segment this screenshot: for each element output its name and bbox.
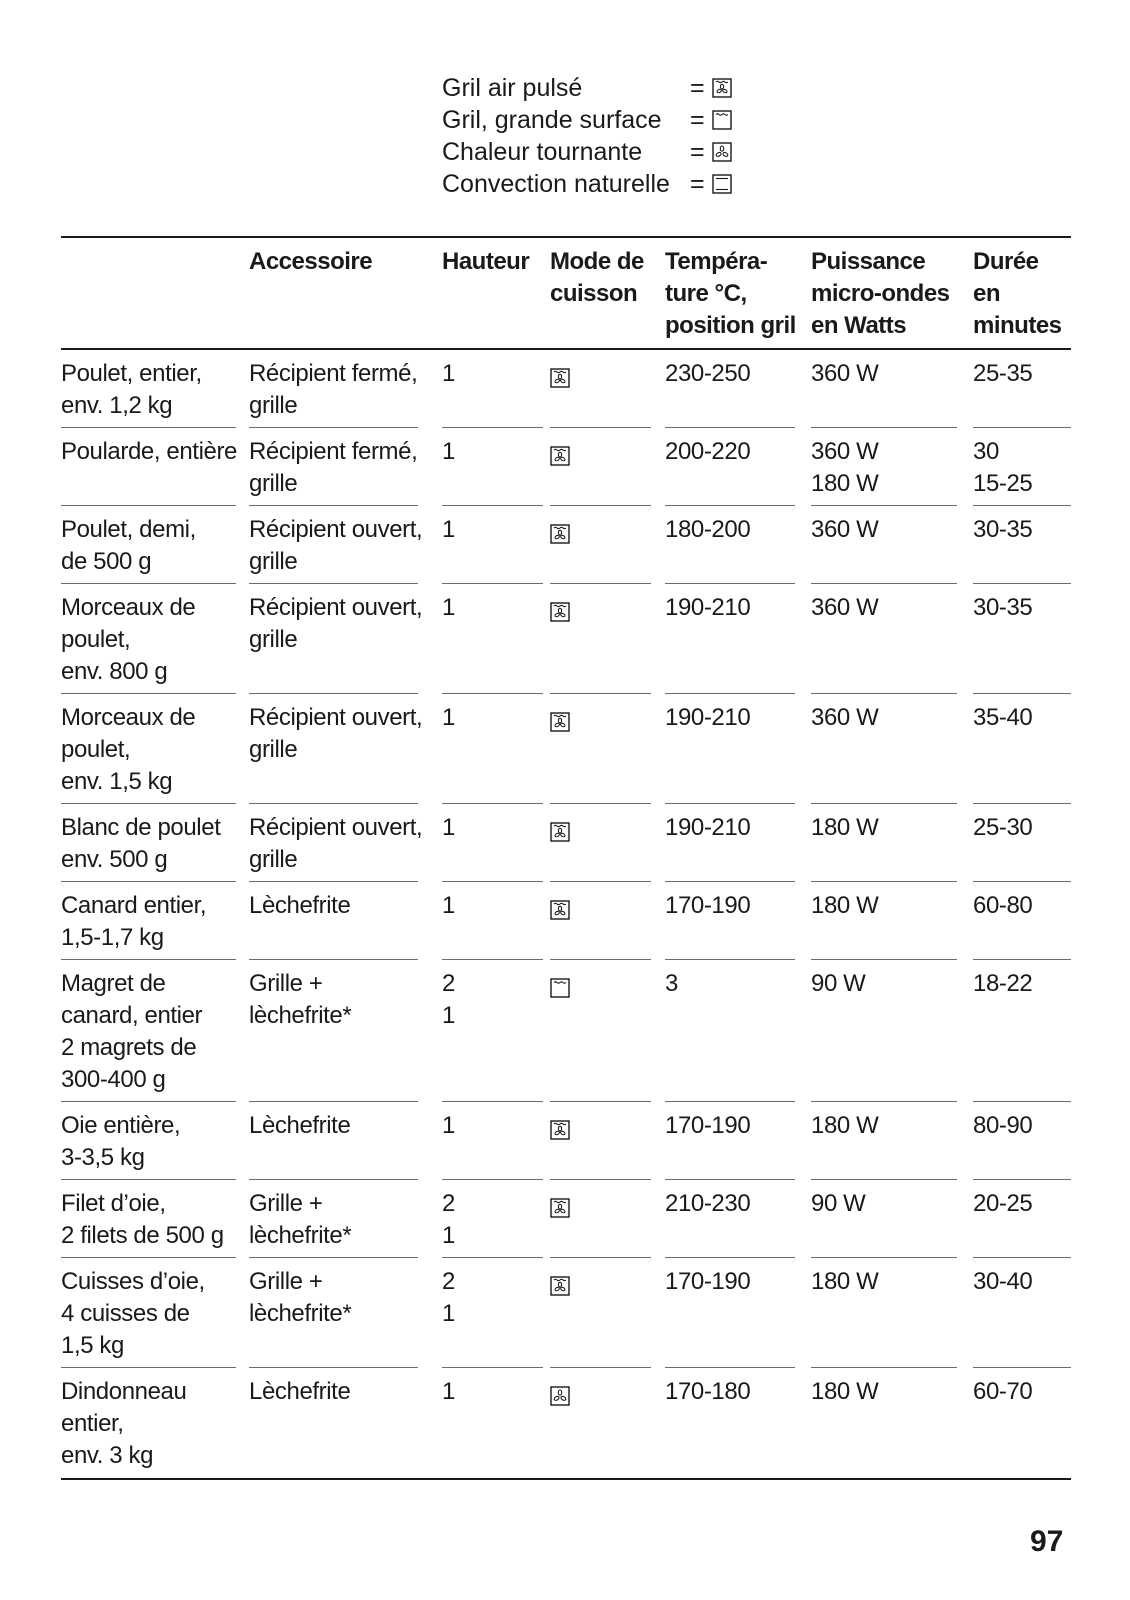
cell-food: Cuisses d’oie, 4 cuisses de 1,5 kg	[61, 1268, 205, 1359]
table-row	[61, 1368, 1071, 1478]
legend-label: Convection naturelle	[442, 169, 670, 198]
table-row	[61, 428, 1071, 506]
header-duration: Durée en minutes	[973, 248, 1062, 339]
legend-label: Chaleur tournante	[442, 137, 643, 166]
cell-duration: 30 15-25	[973, 438, 1033, 497]
cell-power: 90 W	[811, 1190, 866, 1217]
cell-height: 1	[442, 1378, 455, 1405]
cell-temp: 200-220	[665, 438, 751, 465]
cell-power: 180 W	[811, 1268, 879, 1295]
table-row	[61, 1258, 1071, 1368]
cell-duration: 80-90	[973, 1112, 1033, 1139]
cell-food: Canard entier, 1,5-1,7 kg	[61, 892, 207, 951]
cell-temp: 210-230	[665, 1190, 751, 1217]
cell-temp: 170-190	[665, 892, 751, 919]
gril-air-pulse-icon	[550, 822, 570, 842]
cell-height: 1	[442, 516, 455, 543]
cell-food: Blanc de poulet env. 500 g	[61, 814, 221, 873]
legend-row	[442, 136, 732, 168]
cell-temp: 230-250	[665, 360, 751, 387]
gril-air-pulse-icon	[712, 78, 732, 98]
cooking-mode-cell	[550, 1188, 570, 1220]
cell-height: 1	[442, 438, 455, 465]
cell-temp: 190-210	[665, 594, 751, 621]
cell-power: 360 W	[811, 360, 879, 387]
legend-equals: =	[690, 137, 705, 166]
legend-equals: =	[690, 73, 705, 102]
gril-grande-surface-icon	[712, 110, 732, 130]
cell-duration: 25-35	[973, 360, 1033, 387]
gril-air-pulse-icon	[550, 1276, 570, 1296]
table-row	[61, 584, 1071, 694]
cooking-mode-cell	[550, 1266, 570, 1298]
cell-power: 360 W	[811, 704, 879, 731]
cell-accessory: Lèchefrite	[249, 892, 351, 919]
cell-height: 1	[442, 814, 455, 841]
cooking-mode-cell	[550, 358, 570, 390]
cooking-mode-cell	[550, 514, 570, 546]
table-row	[61, 1180, 1071, 1258]
cell-duration: 20-25	[973, 1190, 1033, 1217]
cell-power: 180 W	[811, 892, 879, 919]
header-mode: Mode de cuisson	[550, 248, 644, 307]
cell-power: 180 W	[811, 1112, 879, 1139]
cell-accessory: Lèchefrite	[249, 1378, 351, 1405]
legend-equals: =	[690, 105, 705, 134]
cooking-mode-cell	[550, 890, 570, 922]
cell-duration: 30-40	[973, 1268, 1033, 1295]
cell-food: Magret de canard, entier 2 magrets de 300-400 g	[61, 970, 203, 1093]
cell-height: 2 1	[442, 1190, 455, 1249]
cell-duration: 30-35	[973, 594, 1033, 621]
gril-grande-surface-icon	[550, 978, 570, 998]
table-row	[61, 350, 1071, 428]
table-row	[61, 804, 1071, 882]
cell-height: 1	[442, 704, 455, 731]
table-row	[61, 506, 1071, 584]
cell-power: 360 W	[811, 516, 879, 543]
cell-height: 1	[442, 1112, 455, 1139]
table-row	[61, 694, 1071, 804]
legend-row	[442, 72, 732, 104]
gril-air-pulse-icon	[550, 1120, 570, 1140]
legend-row	[442, 168, 732, 200]
cooking-mode-cell	[550, 702, 570, 734]
cooking-mode-cell	[550, 968, 570, 1000]
gril-air-pulse-icon	[550, 712, 570, 732]
cell-height: 2 1	[442, 970, 455, 1029]
table-bottom-rule	[61, 1478, 1071, 1480]
cell-food: Dindonneau entier, env. 3 kg	[61, 1378, 187, 1469]
cell-temp: 170-180	[665, 1378, 751, 1405]
cell-accessory: Grille + lèchefrite*	[249, 970, 352, 1029]
cell-temp: 180-200	[665, 516, 751, 543]
cell-accessory: Récipient ouvert, grille	[249, 814, 423, 873]
cooking-mode-cell	[550, 1376, 570, 1408]
cell-duration: 60-70	[973, 1378, 1033, 1405]
cell-temp: 3	[665, 970, 678, 997]
legend-label: Gril, grande surface	[442, 105, 662, 134]
cell-temp: 170-190	[665, 1112, 751, 1139]
header-power: Puissance micro-ondes en Watts	[811, 248, 950, 339]
cell-duration: 30-35	[973, 516, 1033, 543]
gril-air-pulse-icon	[550, 602, 570, 622]
header-height: Hauteur	[442, 248, 530, 275]
cell-food: Oie entière, 3-3,5 kg	[61, 1112, 181, 1171]
gril-air-pulse-icon	[550, 900, 570, 920]
legend-equals: =	[690, 169, 705, 198]
cell-power: 360 W	[811, 594, 879, 621]
legend-row	[442, 104, 732, 136]
cell-food: Morceaux de poulet, env. 1,5 kg	[61, 704, 196, 795]
cell-accessory: Récipient ouvert, grille	[249, 594, 423, 653]
gril-air-pulse-icon	[550, 524, 570, 544]
cell-food: Filet d’oie, 2 filets de 500 g	[61, 1190, 224, 1249]
cell-duration: 25-30	[973, 814, 1033, 841]
page-number: 97	[1030, 1525, 1064, 1558]
cell-accessory: Grille + lèchefrite*	[249, 1190, 352, 1249]
cell-food: Poularde, entière	[61, 438, 237, 465]
cell-power: 360 W 180 W	[811, 438, 879, 497]
cooking-table	[61, 236, 1071, 1480]
cell-duration: 18-22	[973, 970, 1033, 997]
gril-air-pulse-icon	[550, 446, 570, 466]
oven-mode-legend	[442, 72, 732, 200]
convection-naturelle-icon	[712, 174, 732, 194]
cooking-mode-cell	[550, 436, 570, 468]
cell-power: 90 W	[811, 970, 866, 997]
cell-accessory: Grille + lèchefrite*	[249, 1268, 352, 1327]
cell-accessory: Récipient ouvert, grille	[249, 516, 423, 575]
cell-height: 1	[442, 892, 455, 919]
cell-height: 1	[442, 594, 455, 621]
cell-power: 180 W	[811, 814, 879, 841]
cooking-mode-cell	[550, 592, 570, 624]
header-temperature: Tempéra- ture °C, position gril	[665, 248, 796, 339]
cell-food: Poulet, entier, env. 1,2 kg	[61, 360, 202, 419]
table-row	[61, 960, 1071, 1102]
cell-accessory: Récipient ouvert, grille	[249, 704, 423, 763]
chaleur-tournante-icon	[712, 142, 732, 162]
cell-height: 2 1	[442, 1268, 455, 1327]
table-row	[61, 1102, 1071, 1180]
chaleur-tournante-icon	[550, 1386, 570, 1406]
header-accessory: Accessoire	[249, 248, 373, 275]
cooking-mode-cell	[550, 1110, 570, 1142]
cell-power: 180 W	[811, 1378, 879, 1405]
table-header	[61, 238, 1071, 348]
table-row	[61, 882, 1071, 960]
gril-air-pulse-icon	[550, 368, 570, 388]
cell-duration: 60-80	[973, 892, 1033, 919]
cell-food: Morceaux de poulet, env. 800 g	[61, 594, 196, 685]
gril-air-pulse-icon	[550, 1198, 570, 1218]
cell-accessory: Récipient fermé, grille	[249, 360, 418, 419]
cell-temp: 190-210	[665, 814, 751, 841]
cooking-mode-cell	[550, 812, 570, 844]
cell-accessory: Récipient fermé, grille	[249, 438, 418, 497]
cell-temp: 190-210	[665, 704, 751, 731]
legend-label: Gril air pulsé	[442, 73, 583, 102]
cell-height: 1	[442, 360, 455, 387]
cell-duration: 35-40	[973, 704, 1033, 731]
cell-accessory: Lèchefrite	[249, 1112, 351, 1139]
table-body	[61, 350, 1071, 1478]
cell-food: Poulet, demi, de 500 g	[61, 516, 196, 575]
cell-temp: 170-190	[665, 1268, 751, 1295]
